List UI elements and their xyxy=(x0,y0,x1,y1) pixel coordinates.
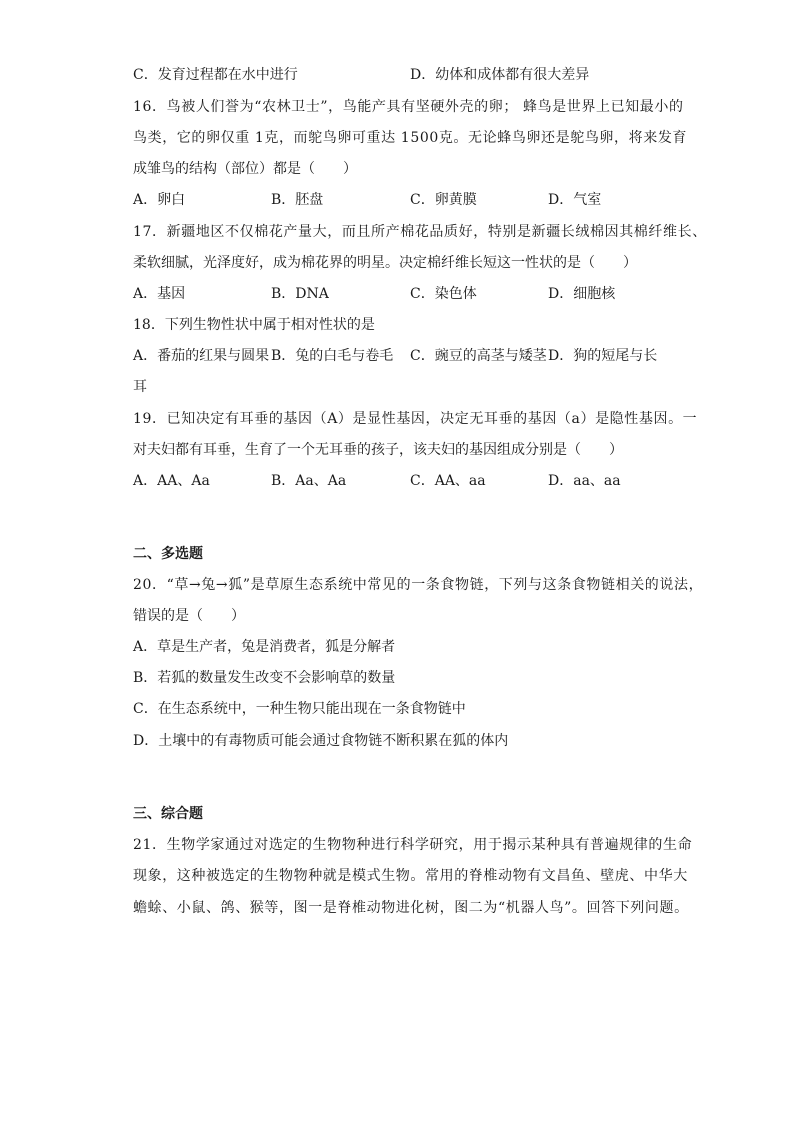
q20-option-d: D．土壤中的有毒物质可能会通过食物链不断积累在狐的体内 xyxy=(133,733,509,749)
q16-option-d: D．气室 xyxy=(548,192,602,208)
section-heading-multiple-choice: 二、多选题 xyxy=(133,546,203,562)
q19-option-b: B．Aa、Aa xyxy=(271,473,347,489)
q19-option-c: C．AA、aa xyxy=(410,473,486,489)
q18-option-b: B．兔的白毛与卷毛 xyxy=(271,348,394,364)
q19-stem-line1: 19．已知决定有耳垂的基因（A）是显性基因，决定无耳垂的基因（a）是隐性基因。一 xyxy=(133,411,698,427)
q21-stem-line1: 21．生物学家通过对选定的生物物种进行科学研究，用于揭示某种具有普遍规律的生命 xyxy=(133,837,693,853)
q20-option-a: A．草是生产者，兔是消费者，狐是分解者 xyxy=(133,639,396,655)
q19-stem-line2: 对夫妇都有耳垂，生育了一个无耳垂的孩子，该夫妇的基因组成分别是（ ） xyxy=(133,442,623,458)
q16-stem-line2: 鸟类，它的卵仅重 1克，而鸵鸟卵可重达 1500克。无论蜂鸟卵还是鸵鸟卵，将来发育 xyxy=(133,130,688,146)
q20-option-c: C．在生态系统中，一种生物只能出现在一条食物链中 xyxy=(133,701,466,717)
q15-options-row xyxy=(133,65,663,85)
q19-option-a: A．AA、Aa xyxy=(133,473,210,489)
q21-stem-line2: 现象，这种被选定的生物物种就是模式生物。常用的脊椎动物有文昌鱼、壁虎、中华大 xyxy=(133,868,688,884)
q17-options-row xyxy=(133,284,663,304)
q16-stem-line1: 16．鸟被人们誉为“农林卫士”，鸟能产具有坚硬外壳的卵； 蜂鸟是世界上已知最小的 xyxy=(133,99,684,115)
q15-option-d: D．幼体和成体都有很大差异 xyxy=(410,67,590,83)
q18-option-a: A．番茄的红果与圆果 xyxy=(133,348,270,364)
q17-option-b: B．DNA xyxy=(271,286,329,302)
q19-options-row xyxy=(133,471,663,491)
q17-option-d: D．细胞核 xyxy=(548,286,616,302)
q20-stem-line1: 20．“草→兔→狐”是草原生态系统中常见的一条食物链，下列与这条食物链相关的说法， xyxy=(133,577,704,593)
q18-stem: 18．下列生物性状中属于相对性状的是 xyxy=(133,317,375,333)
q20-stem-line2: 错误的是（ ） xyxy=(133,608,245,624)
q20-option-b: B．若狐的数量发生改变不会影响草的数量 xyxy=(133,670,396,686)
q17-option-a: A．基因 xyxy=(133,286,186,302)
q17-option-c: C．染色体 xyxy=(410,286,477,302)
q17-stem-line1: 17．新疆地区不仅棉花产量大，而且所产棉花品质好，特别是新疆长绒棉因其棉纤维长、 xyxy=(133,224,707,240)
q21-stem-line3: 蟾蜍、小鼠、鸽、猴等，图一是脊椎动物进化树，图二为“机器人鸟”。回答下列问题。 xyxy=(133,900,689,916)
q16-option-b: B．胚盘 xyxy=(271,192,324,208)
q18-option-c: C．豌豆的高茎与矮茎 xyxy=(410,348,547,364)
q18-option-d: D．狗的短尾与长 xyxy=(548,348,658,364)
q16-option-a: A．卵白 xyxy=(133,192,186,208)
q16-stem-line3: 成雏鸟的结构（部位）都是（ ） xyxy=(133,161,357,177)
q17-stem-line2: 柔软细腻，光泽度好，成为棉花界的明星。决定棉纤维长短这一性状的是（ ） xyxy=(133,255,637,271)
q16-option-c: C．卵黄膜 xyxy=(410,192,477,208)
q18-options-row xyxy=(133,346,663,366)
q16-options-row xyxy=(133,190,663,210)
q19-option-d: D．aa、aa xyxy=(548,473,621,489)
q15-option-c: C．发育过程都在水中进行 xyxy=(133,67,298,83)
q18-option-d-wrap: 耳 xyxy=(133,379,147,395)
section-heading-comprehensive: 三、综合题 xyxy=(133,806,203,822)
